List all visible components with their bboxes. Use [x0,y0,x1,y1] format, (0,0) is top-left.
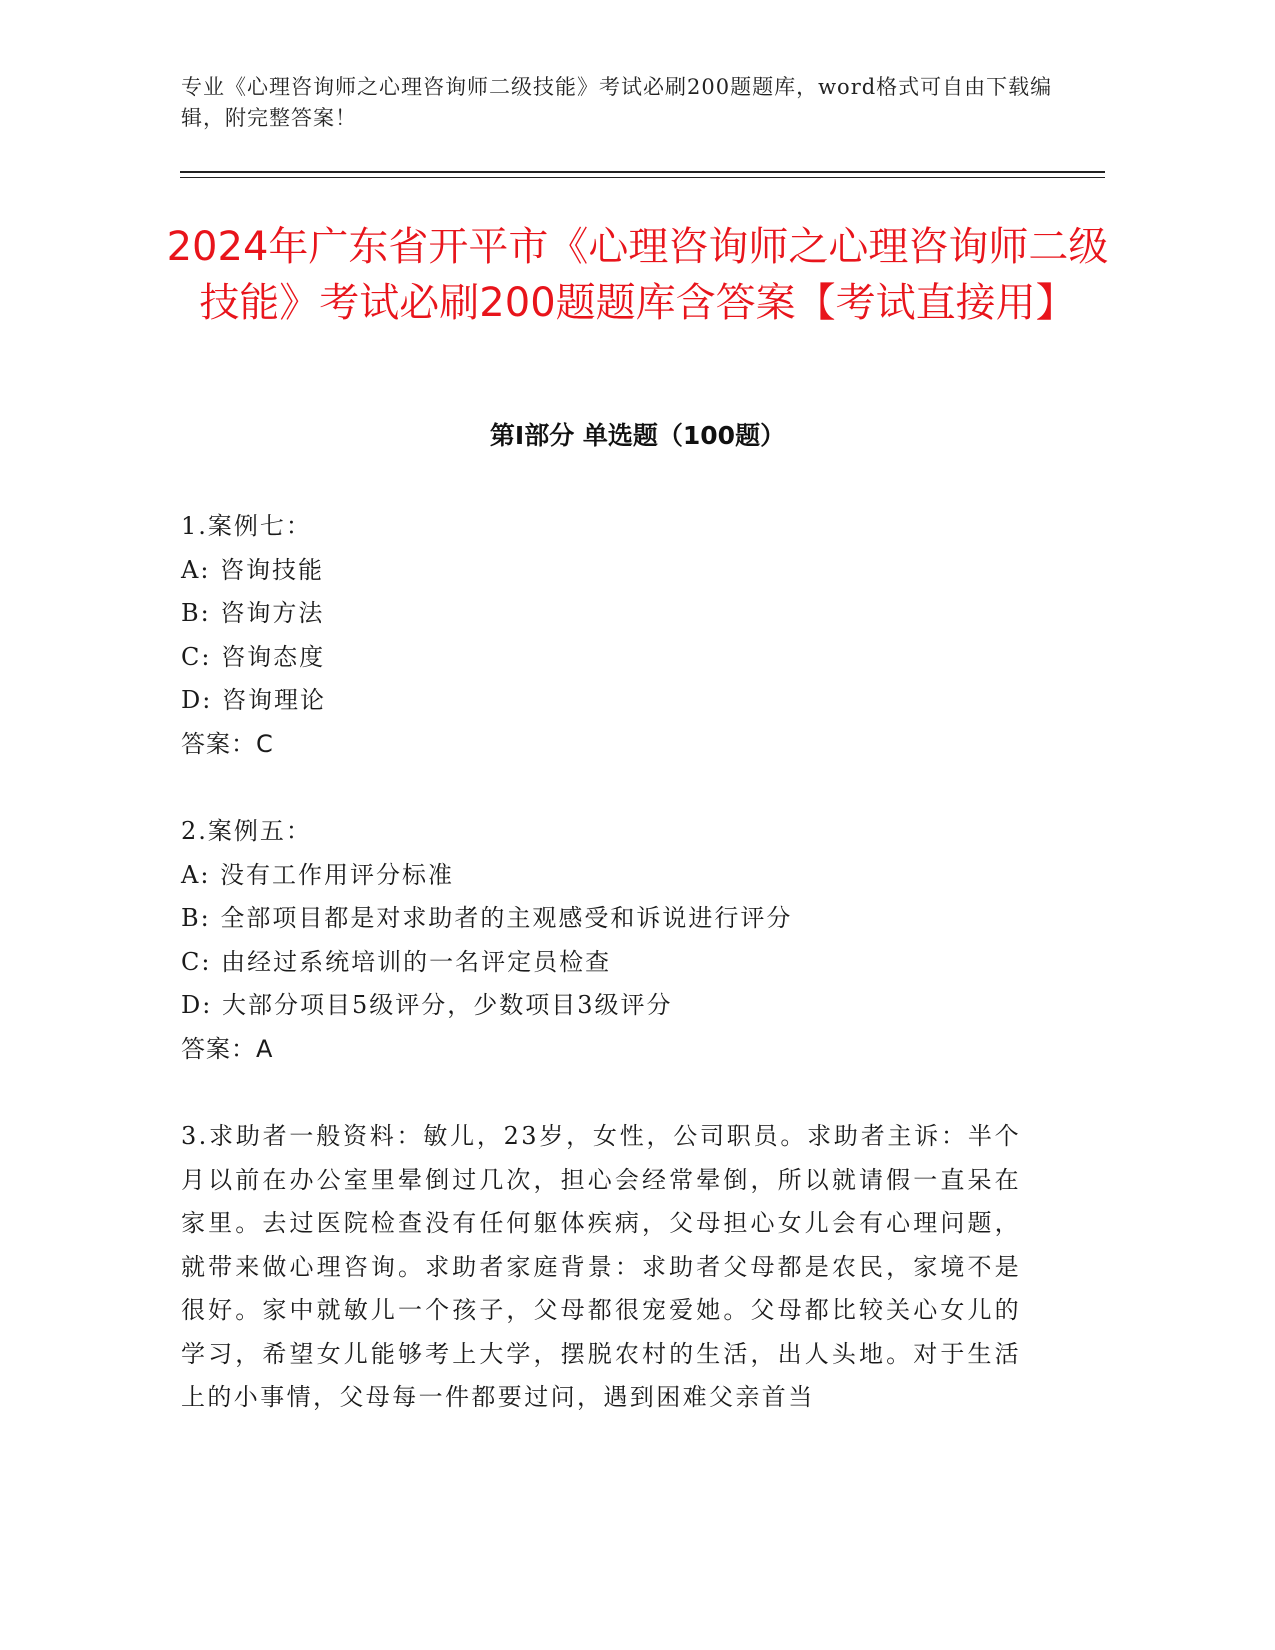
answer: 答案：C [181,729,274,758]
question-stem: 3.求助者一般资料：敏儿，23岁，女性，公司职员。求助者主诉：半个月以前在办公室里晕倒过几次，担心会经常晕倒，所以就请假一直呆在家里。去过医院检查没有任何躯体疾病，父母担心女儿会有心理问题，就带来做心理咨询。求助者家庭背景：求助者父母都是农民，家境不是很好。家中就敏儿一个孩子，父母都很宠爱她。父母都比较关心女儿的学习，希望女儿能够考上大学，摆脱农村的生活，出人头地。对于生活上的小事情，父母每一件都要过问，遇到困难父亲首当 [181,1122,1021,1411]
header-rule-thick [180,171,1105,173]
option-a: A: 咨询技能 [181,555,325,584]
option-b: B: 咨询方法 [181,599,325,627]
answer: 答案：A [181,1034,274,1063]
option-d: D: 咨询理论 [181,686,326,714]
header-note: 专业《心理咨询师之心理咨询师二级技能》考试必刷200题题库，word格式可自由下载编辑，附完整答案！ [181,75,1053,130]
section-heading: 第I部分 单选题（100题） [489,421,786,450]
document-title: 2024年广东省开平市《心理咨询师之心理咨询师二级技能》考试必刷200题题库含答案【考试直接用】 [166,224,1109,326]
option-a: A: 没有工作用评分标准 [181,860,455,889]
option-c: C: 由经过系统培训的一名评定员检查 [181,947,612,976]
option-d: D: 大部分项目5级评分，少数项目3级评分 [181,991,673,1019]
question-2 [181,810,1041,1071]
question-3 [181,1115,1041,1420]
header-rule-thin [180,177,1105,178]
question-stem: 2.案例五： [181,817,312,845]
option-c: C: 咨询态度 [181,642,326,671]
question-1 [181,505,1041,766]
option-b: B: 全部项目都是对求助者的主观感受和诉说进行评分 [181,904,793,932]
question-stem: 1.案例七： [181,512,312,540]
